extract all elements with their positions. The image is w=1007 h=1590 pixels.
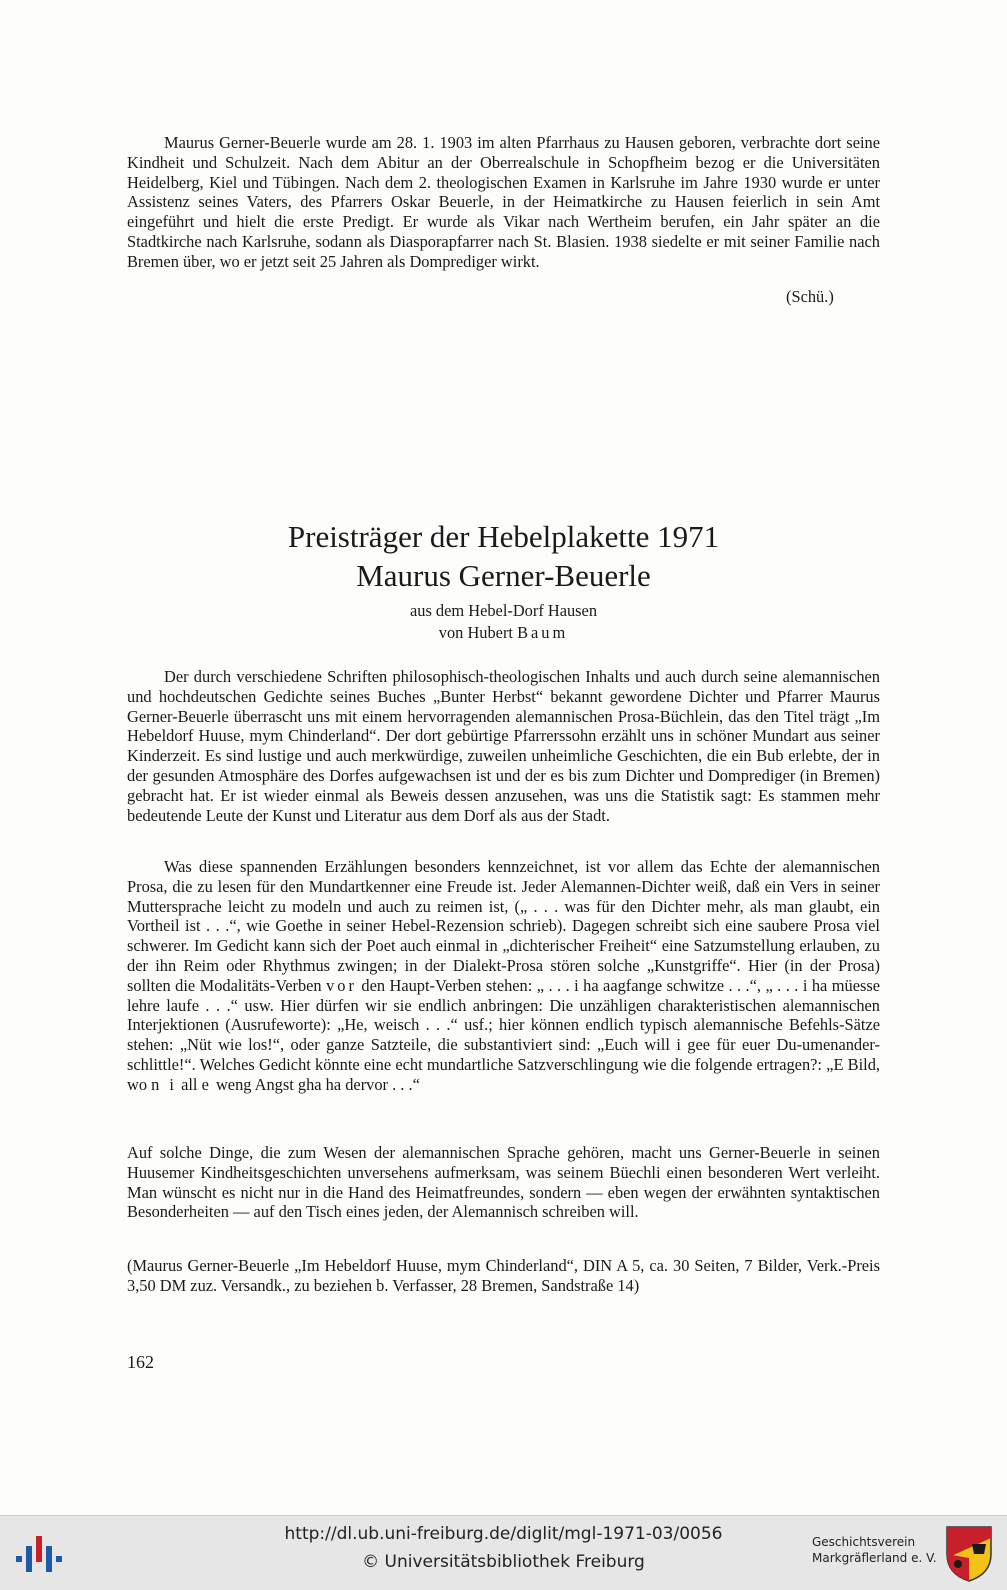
footer-bar — [0, 1515, 1007, 1590]
society-line-1: Geschichtsverein — [812, 1535, 916, 1549]
article-author — [0, 622, 1007, 643]
article-subtitle: aus dem Hebel-Dorf Hausen — [409, 601, 598, 620]
spaced-word-e: e — [201, 1074, 212, 1094]
spaced-word-ni: n i — [151, 1074, 177, 1094]
article-title: Preisträger der Hebelplakette 1971 — [287, 519, 720, 554]
article-title-name: Maurus Gerner-Beuerle — [356, 558, 651, 593]
article-paragraph-2 — [127, 857, 880, 1095]
society-name — [812, 1534, 937, 1566]
bio-paragraph: Maurus Gerner-Beuerle wurde am 28. 1. 1903 im alten Pfarrhaus zu Hausen geboren, verbrachte dort seine Kindheit und Schulzeit. Nach dem Abitur an der Oberrealschule in Schopfheim bezog er die Universitäten Heidelberg, Kiel und Tübingen. Nach dem 2. theologischen Examen in Karlsruhe im Jahre 1930 wurde er unter Assistenz seines Vaters, des Pfarrers Oskar Beuerle, in der Heimatkirche zu Hausen feierlich in sein Amt eingeführt und hielt die erste Predigt. Er wurde als Vikar nach Wertheim berufen, ein Jahr später an die Stadtkirche nach Karlsruhe, sodann als Diasporapfarrer nach St. Blasien. 1938 siedelte er mit seiner Familie nach Bremen über, wo er jetzt seit 25 Jahren als Domprediger wirkt. — [127, 133, 880, 271]
article-paragraph-3: Auf solche Dinge, die zum Wesen der alemannischen Sprache gehören, macht uns Gerner-Beuerle in seinen Huusemer Kindheitsgeschichten unversehens aufmerksam, was seinem Büechli einen besonderen Wert verleiht. Man wünscht es nicht nur in die Hand des Heimatfreundes, sondern — eben wegen der erwähnten syntaktischen Besonderheiten — auf den Tisch eines jeden, der Alemannisch schreiben will. — [127, 1143, 880, 1222]
paragraph-2-part-a: Was diese spannenden Erzählungen besonders kennzeichnet, ist vor allem das Echte der alemannischen Prosa, die zu lesen für den Mundartkenner eine Freude ist. Jeder Alemannen-Dichter weiß, daß ein Vers in seiner Muttersprache leicht zu modeln und auch zu reimen ist, („ . . . was für den Dichter mehr, als man glaubt, ein Vortheil ist . . .“, wie Goethe in seiner Hebel-Rezension schrieb). Dagegen schreibt sich eine saubere Prosa viel schwerer. Im Gedicht kann sich der Poet auch einmal in „dichterischer Freiheit“ eine Satzumstellung erlauben, zu der ihn Reim oder Rhythmus zwingen; in der Dialekt-Prosa stören solche „Kunstgriffe“. Hier (in der Prosa) sollten die Modalitäts-Verben — [127, 857, 880, 995]
document-url-link[interactable]: http://dl.ub.uni-freiburg.de/diglit/mgl-1971-03/0056 — [284, 1524, 723, 1544]
paragraph-2-part-c: all — [177, 1074, 202, 1094]
author-name: Baum — [517, 623, 569, 642]
page-number: 162 — [127, 1352, 154, 1372]
bio-signature: (Schü.) — [786, 287, 834, 306]
author-prefix: von Hubert — [438, 623, 518, 642]
spaced-word-vor: vor — [326, 975, 357, 995]
book-reference: (Maurus Gerner-Beuerle „Im Hebeldorf Huuse, mym Chinderland“, DIN A 5, ca. 30 Seiten, 7 Bilder, Verk.-Preis 3,50 DM zuz. Versandk., zu beziehen b. Verfasser, 28 Bremen, Sandstraße 14) — [127, 1256, 880, 1295]
paragraph-2-part-b: den Haupt-Verben stehen: „ . . . i ha aagfange schwitze . . .“, „ . . . i ha müesse lehre laufe . . .“ usw. Hier dürfen wir sie endlich anbringen: Die unzähligen charakteristischen alemannischen Interjektionen (Ausrufeworte): „He, weisch . . .“ usf.; hier können endlich typisch alemannische Befehls-Sätze stehen: „Nüt wie los!“, oder ganze Satzteile, die substantiviert sind: „Euch will i gee für euer Du-umenander-schlittle!“. Welches Gedicht könnte eine echt mundartliche Satzverschlingung wie die folgende ertragen?: „E Bild, wo — [127, 975, 880, 1094]
paragraph-2-part-d: weng Angst gha ha dervor . . .“ — [211, 1074, 420, 1094]
society-line-2: Markgräflerland e. V. — [812, 1551, 937, 1565]
coat-of-arms-icon[interactable] — [944, 1524, 994, 1584]
article-paragraph-1: Der durch verschiedene Schriften philosophisch-theologischen Inhalts und auch durch seine alemannischen und hochdeutschen Gedichte seines Buches „Bunter Herbst“ bekannt gewordene Dichter und Pfarrer Maurus Gerner-Beuerle überrascht uns mit einem hervorragenden alemannischen Prosa-Büchlein, das den Titel trägt „Im Hebeldorf Huuse, mym Chinderland“. Der dort gebürtige Pfarrerssohn erzählt uns in schöner Mundart aus seiner Kinderzeit. Es sind lustige und auch merkwürdige, zuweilen unheimliche Geschichten, die ein Bub erlebte, der in der gesunden Atmosphäre des Dorfes aufgewachsen ist und der es bis zum Dichter und Domprediger (in Bremen) gebracht hat. Er ist wieder einmal als Beweis dessen anzusehen, was uns die Statistik sagt: Es stammen mehr bedeutende Leute der Kunst und Literatur aus dem Dorf als aus der Stadt. — [127, 667, 880, 825]
copyright-text: © Universitätsbibliothek Freiburg — [362, 1552, 645, 1572]
